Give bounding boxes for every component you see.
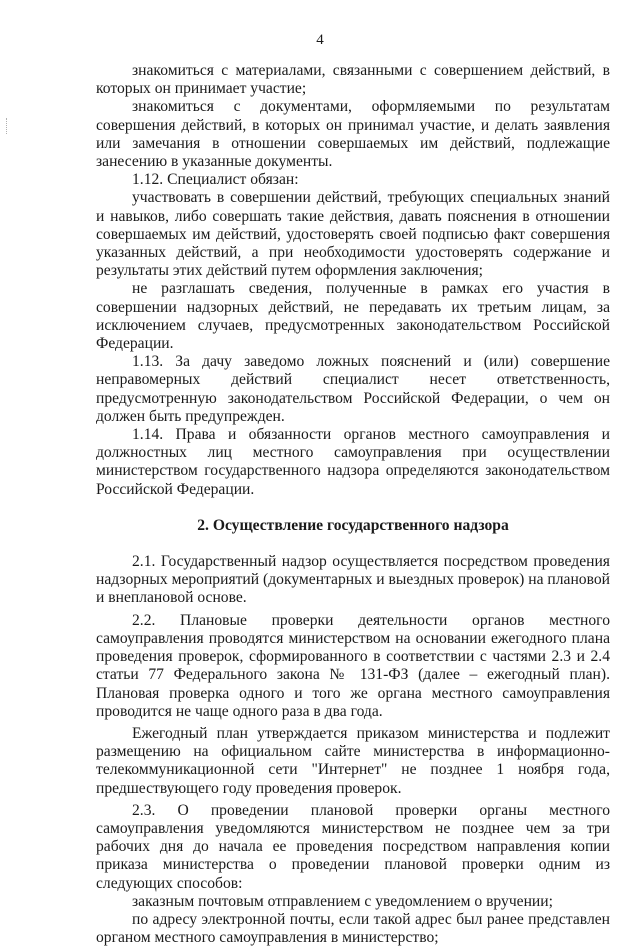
paragraph-2-1: 2.1. Государственный надзор осуществляется посредством проведения надзорных мероприятий (документарных и выездных проверок) на плановой и внеплановой основе.: [96, 553, 610, 607]
paragraph-annual-plan: Ежегодный план утверждается приказом министерства и подлежит размещению на официальном сайте министерства в информационно-телекоммуникационной сети "Интернет" не позднее 1 ноября года, предшествующего году проведения проверок.: [96, 724, 610, 797]
paragraph-registered-mail: заказным почтовым отправлением с уведомлением о вручении;: [132, 892, 553, 910]
paragraph-1-14: 1.14. Права и обязанности органов местного самоуправления и должностных лиц местного самоуправления при осуществлении министерством государственного надзора определяются законодательством Российской Федерации.: [96, 426, 610, 498]
margin-scan-mark: [6, 118, 9, 134]
paragraph-study-materials: знакомиться с материалами, связанными с совершением действий, в которых он принимает участие;: [96, 62, 610, 98]
paragraph-participate-actions: участвовать в совершении действий, требующих специальных знаний и навыков, либо совершать такие действия, давать пояснения в отношении совершаемых им действий, удостоверять своей подписью факт совершения указанных действий, а при необходимости удостоверять содержание и результаты этих действий путем оформления заключения;: [96, 189, 610, 280]
paragraph-2-2: 2.2. Плановые проверки деятельности органов местного самоуправления проводятся министерством на основании ежегодного плана проведения проверок, сформированного в соответствии с частями 2.3 и 2.4 статьи 77 Федерального закона № 131-ФЗ (далее – ежегодный план). Плановая проверка одного и того же органа местного самоуправления проводится не чаще одного раза в два года.: [96, 611, 610, 720]
document-body: [96, 62, 610, 947]
section-heading: 2. Осуществление государственного надзора: [197, 516, 509, 534]
paragraph-1-12: 1.12. Специалист обязан:: [132, 171, 299, 189]
paragraph-2-3: 2.3. О проведении плановой проверки органы местного самоуправления уведомляются министерством не позднее чем за три рабочих дня до начала ее проведения посредством направления копии приказа министерства о проведении плановой проверки одним из следующих способов:: [96, 801, 610, 892]
page-number: 4: [316, 32, 324, 48]
paragraph-email: по адресу электронной почты, если такой адрес был ранее представлен органом местного самоуправления в министерство;: [96, 910, 610, 947]
paragraph-study-documents: знакомиться с документами, оформляемыми по результатам совершения действий, в которых он принимал участие, и делать заявления или замечания в отношении совершаемых им действий, подлежащие занесению в указанные документы.: [96, 98, 610, 171]
paragraph-1-13: 1.13. За дачу заведомо ложных пояснений и (или) совершение неправомерных действий специалист несет ответственность, предусмотренную законодательством Российской Федерации, о чем он должен быть предупрежден.: [96, 353, 610, 425]
paragraph-non-disclosure: не разглашать сведения, полученные в рамках его участия в совершении надзорных действий, не передавать их третьим лицам, за исключением случаев, предусмотренных законодательством Российской Федерации.: [96, 280, 610, 353]
